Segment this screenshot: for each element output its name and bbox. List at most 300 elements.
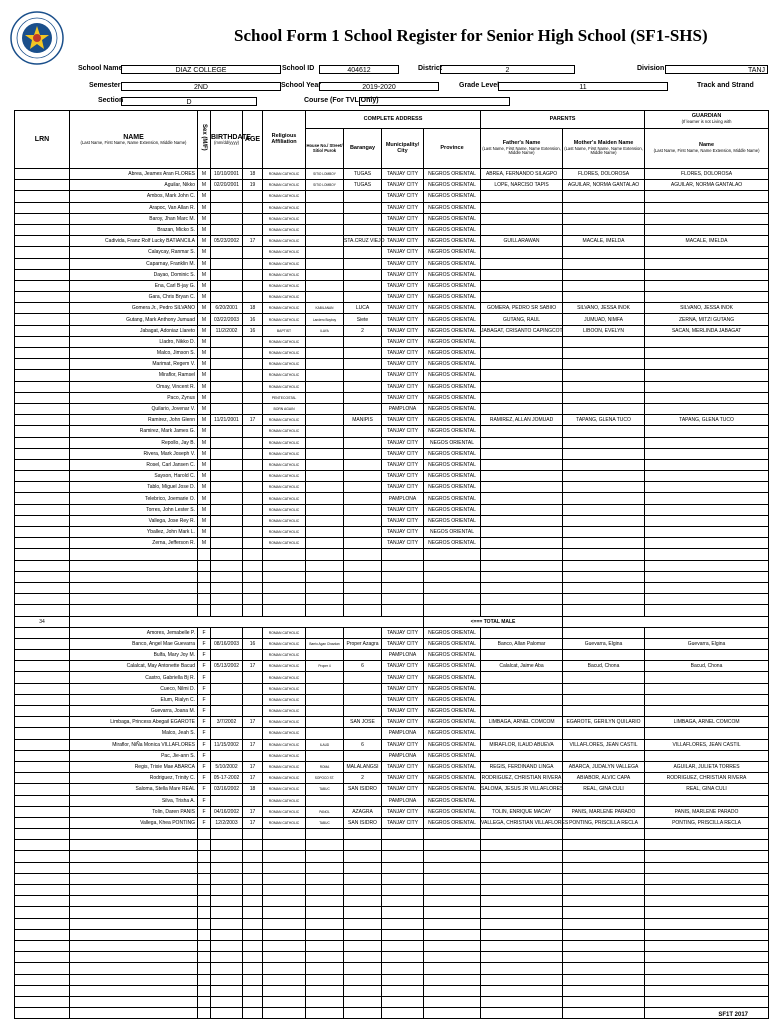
student-cell[interactable]: NEGROS ORIENTAL [424, 269, 481, 280]
student-cell[interactable] [645, 482, 769, 493]
student-cell[interactable]: NEGROS ORIENTAL [424, 493, 481, 504]
student-cell[interactable]: TANJAY CITY [382, 627, 424, 638]
blank-cell[interactable] [645, 963, 769, 974]
student-cell[interactable]: JUMUAD, NIMFA [563, 314, 645, 325]
blank-cell[interactable] [481, 963, 563, 974]
student-cell[interactable] [344, 493, 382, 504]
blank-cell[interactable] [263, 840, 306, 851]
student-cell[interactable]: AZAGRA [344, 806, 382, 817]
blank-cell[interactable] [481, 907, 563, 918]
student-cell[interactable]: PANIS, MARLENE PARADO [563, 806, 645, 817]
student-cell[interactable] [481, 348, 563, 359]
student-cell[interactable] [243, 471, 263, 482]
student-cell[interactable] [211, 706, 243, 717]
student-cell[interactable] [563, 258, 645, 269]
blank-cell[interactable] [243, 560, 263, 571]
blank-cell[interactable] [263, 974, 306, 985]
student-cell[interactable] [306, 627, 344, 638]
student-cell[interactable]: Vallega, Jose Rey R. [70, 515, 198, 526]
student-cell[interactable] [211, 292, 243, 303]
student-cell[interactable]: Ramirez, John Glenn [70, 415, 198, 426]
student-cell[interactable] [211, 448, 243, 459]
student-cell[interactable] [211, 437, 243, 448]
student-cell[interactable]: TAPANG, GLENA TUCO [563, 415, 645, 426]
student-cell[interactable]: ROMAN CATHOLIC [263, 515, 306, 526]
student-cell[interactable] [481, 426, 563, 437]
blank-cell[interactable] [344, 963, 382, 974]
student-cell[interactable]: ROMAN CATHOLIC [263, 773, 306, 784]
student-cell[interactable] [645, 403, 769, 414]
student-cell[interactable]: ROMAN CATHOLIC [263, 202, 306, 213]
blank-cell[interactable] [382, 851, 424, 862]
student-cell[interactable]: NEGROS ORIENTAL [424, 717, 481, 728]
student-cell[interactable] [15, 247, 70, 258]
student-cell[interactable] [243, 258, 263, 269]
blank-cell[interactable] [563, 851, 645, 862]
student-cell[interactable]: TANJAY CITY [382, 437, 424, 448]
student-cell[interactable] [481, 683, 563, 694]
blank-cell[interactable] [645, 829, 769, 840]
blank-cell[interactable] [15, 907, 70, 918]
blank-cell[interactable] [263, 549, 306, 560]
student-cell[interactable]: Guevarra, Joana M. [70, 706, 198, 717]
student-cell[interactable] [15, 426, 70, 437]
blank-cell[interactable] [424, 582, 481, 593]
blank-cell[interactable] [263, 918, 306, 929]
blank-cell[interactable] [344, 549, 382, 560]
student-cell[interactable] [243, 459, 263, 470]
blank-cell[interactable] [198, 907, 211, 918]
student-cell[interactable]: REAL, GINA CULI [563, 784, 645, 795]
student-cell[interactable]: TANJAY CITY [382, 348, 424, 359]
blank-cell[interactable] [306, 549, 344, 560]
student-cell[interactable] [306, 672, 344, 683]
blank-cell[interactable] [306, 907, 344, 918]
student-cell[interactable] [306, 728, 344, 739]
student-cell[interactable] [344, 202, 382, 213]
student-cell[interactable]: AGUILAR, NORMA GANTALAO [563, 180, 645, 191]
student-cell[interactable]: Omay, Vincent R. [70, 381, 198, 392]
student-cell[interactable]: 16 [243, 314, 263, 325]
student-cell[interactable]: REGIS, FERDINAND LINGA [481, 761, 563, 772]
student-cell[interactable]: Castro, Gabriella Bj R. [70, 672, 198, 683]
student-cell[interactable] [15, 359, 70, 370]
blank-cell[interactable] [344, 940, 382, 951]
student-cell[interactable]: NEGROS ORIENTAL [424, 415, 481, 426]
blank-cell[interactable] [481, 1008, 563, 1019]
blank-cell[interactable] [263, 996, 306, 1007]
student-cell[interactable]: RAMIREZ, ALLAN JOMUAD [481, 415, 563, 426]
blank-cell[interactable] [382, 840, 424, 851]
student-cell[interactable]: Rivera, Mark Joseph V. [70, 448, 198, 459]
student-cell[interactable]: TANJAY CITY [382, 359, 424, 370]
student-cell[interactable] [344, 213, 382, 224]
student-cell[interactable] [481, 191, 563, 202]
student-cell[interactable] [306, 202, 344, 213]
student-cell[interactable] [645, 728, 769, 739]
blank-cell[interactable] [563, 974, 645, 985]
student-cell[interactable]: ROMAN CATHOLIC [263, 683, 306, 694]
student-cell[interactable]: TANJAY CITY [382, 169, 424, 180]
student-cell[interactable]: F [198, 717, 211, 728]
student-cell[interactable]: LIMBAGA, ARNEL COMCOM [481, 717, 563, 728]
student-cell[interactable] [563, 381, 645, 392]
student-cell[interactable]: TANJAY CITY [382, 459, 424, 470]
student-cell[interactable] [306, 236, 344, 247]
blank-cell[interactable] [306, 605, 344, 616]
student-cell[interactable]: M [198, 482, 211, 493]
student-cell[interactable] [344, 437, 382, 448]
student-cell[interactable]: 10/10/2001 [211, 169, 243, 180]
student-cell[interactable]: M [198, 381, 211, 392]
student-cell[interactable] [306, 493, 344, 504]
student-cell[interactable]: 05/13/2002 [211, 661, 243, 672]
blank-cell[interactable] [563, 929, 645, 940]
student-cell[interactable]: FLORES, DOLOROSA [645, 169, 769, 180]
student-cell[interactable]: ROMAN CATHOLIC [263, 527, 306, 538]
student-cell[interactable]: NEGROS ORIENTAL [424, 370, 481, 381]
blank-cell[interactable] [15, 1008, 70, 1019]
student-cell[interactable]: TANJAY CITY [382, 638, 424, 649]
student-cell[interactable]: Calalcat, Jaime Aba [481, 661, 563, 672]
student-cell[interactable] [344, 672, 382, 683]
student-cell[interactable] [563, 706, 645, 717]
student-cell[interactable] [211, 795, 243, 806]
student-cell[interactable]: M [198, 348, 211, 359]
student-cell[interactable] [563, 280, 645, 291]
blank-cell[interactable] [344, 829, 382, 840]
student-cell[interactable]: TANJAY CITY [382, 381, 424, 392]
blank-cell[interactable] [306, 885, 344, 896]
student-cell[interactable]: M [198, 247, 211, 258]
student-cell[interactable]: NEGROS ORIENTAL [424, 706, 481, 717]
student-cell[interactable]: ROMAN CATHOLIC [263, 213, 306, 224]
blank-cell[interactable] [198, 873, 211, 884]
student-cell[interactable]: Bulfa, Mary Joy M. [70, 650, 198, 661]
student-cell[interactable]: NEGROS ORIENTAL [424, 303, 481, 314]
student-cell[interactable] [344, 527, 382, 538]
blank-cell[interactable] [15, 885, 70, 896]
student-cell[interactable]: F [198, 728, 211, 739]
student-cell[interactable]: 17 [243, 817, 263, 828]
student-cell[interactable] [306, 795, 344, 806]
student-cell[interactable]: TANJAY CITY [382, 426, 424, 437]
blank-cell[interactable] [243, 918, 263, 929]
student-cell[interactable]: TAPANG, GLENA TUCO [645, 415, 769, 426]
student-cell[interactable]: NEGROS ORIENTAL [424, 403, 481, 414]
blank-cell[interactable] [344, 896, 382, 907]
blank-cell[interactable] [481, 549, 563, 560]
student-cell[interactable] [15, 784, 70, 795]
blank-cell[interactable] [263, 896, 306, 907]
student-cell[interactable] [15, 627, 70, 638]
blank-cell[interactable] [15, 985, 70, 996]
student-cell[interactable] [243, 515, 263, 526]
student-cell[interactable]: NEGROS ORIENTAL [424, 213, 481, 224]
blank-cell[interactable] [243, 896, 263, 907]
blank-cell[interactable] [645, 907, 769, 918]
grade-level-field[interactable]: 11 [498, 82, 668, 91]
student-cell[interactable]: TANJAY CITY [382, 661, 424, 672]
student-cell[interactable]: ROMAN CATHOLIC [263, 426, 306, 437]
student-cell[interactable] [211, 403, 243, 414]
student-cell[interactable] [15, 325, 70, 336]
student-cell[interactable] [306, 224, 344, 235]
student-cell[interactable] [563, 683, 645, 694]
student-cell[interactable]: PAMPLONA [382, 403, 424, 414]
student-cell[interactable] [563, 426, 645, 437]
student-cell[interactable]: TANJAY CITY [382, 415, 424, 426]
student-cell[interactable]: M [198, 303, 211, 314]
student-cell[interactable]: TANJAY CITY [382, 303, 424, 314]
blank-cell[interactable] [563, 996, 645, 1007]
student-cell[interactable]: NEGROS ORIENTAL [424, 795, 481, 806]
student-cell[interactable] [344, 359, 382, 370]
blank-cell[interactable] [563, 862, 645, 873]
student-cell[interactable]: PAMPLONA [382, 750, 424, 761]
student-cell[interactable] [344, 247, 382, 258]
student-cell[interactable] [211, 527, 243, 538]
blank-cell[interactable] [211, 571, 243, 582]
blank-cell[interactable] [211, 985, 243, 996]
blank-cell[interactable] [344, 571, 382, 582]
student-cell[interactable]: NEGROS ORIENTAL [424, 325, 481, 336]
student-cell[interactable]: SAN JOSE [344, 717, 382, 728]
student-cell[interactable]: ILAUD [306, 739, 344, 750]
student-cell[interactable] [306, 650, 344, 661]
blank-cell[interactable] [263, 829, 306, 840]
student-cell[interactable] [306, 269, 344, 280]
blank-cell[interactable] [70, 862, 198, 873]
student-cell[interactable] [15, 773, 70, 784]
student-cell[interactable]: PAMPLONA [382, 795, 424, 806]
blank-cell[interactable] [243, 1008, 263, 1019]
student-cell[interactable] [344, 706, 382, 717]
student-cell[interactable] [211, 515, 243, 526]
student-cell[interactable]: Proper 4 [306, 661, 344, 672]
student-cell[interactable]: Bacud, Chona [645, 661, 769, 672]
student-cell[interactable] [481, 403, 563, 414]
student-cell[interactable] [15, 236, 70, 247]
student-cell[interactable]: ROMAN CATHOLIC [263, 292, 306, 303]
student-cell[interactable] [306, 448, 344, 459]
blank-cell[interactable] [563, 582, 645, 593]
student-cell[interactable]: NEGROS ORIENTAL [424, 381, 481, 392]
student-cell[interactable] [645, 269, 769, 280]
student-cell[interactable]: ROMAN CATHOLIC [263, 627, 306, 638]
blank-cell[interactable] [424, 918, 481, 929]
blank-cell[interactable] [563, 918, 645, 929]
student-cell[interactable] [563, 213, 645, 224]
student-cell[interactable] [15, 638, 70, 649]
student-cell[interactable]: NEGROS ORIENTAL [424, 683, 481, 694]
student-cell[interactable]: TANJAY CITY [382, 806, 424, 817]
student-cell[interactable] [645, 202, 769, 213]
blank-cell[interactable] [198, 996, 211, 1007]
blank-cell[interactable] [243, 940, 263, 951]
student-cell[interactable]: 11/21/2001 [211, 415, 243, 426]
blank-cell[interactable] [198, 896, 211, 907]
student-cell[interactable] [243, 292, 263, 303]
blank-cell[interactable] [424, 840, 481, 851]
student-cell[interactable] [243, 359, 263, 370]
blank-cell[interactable] [198, 560, 211, 571]
blank-cell[interactable] [243, 862, 263, 873]
student-cell[interactable]: 17 [243, 236, 263, 247]
student-cell[interactable] [344, 795, 382, 806]
student-cell[interactable] [563, 224, 645, 235]
student-cell[interactable]: M [198, 224, 211, 235]
student-cell[interactable]: TANJAY CITY [382, 448, 424, 459]
student-cell[interactable]: 02/20/2001 [211, 180, 243, 191]
blank-cell[interactable] [243, 929, 263, 940]
student-cell[interactable]: Tolin, Daren PANIS [70, 806, 198, 817]
student-cell[interactable] [211, 482, 243, 493]
student-cell[interactable]: NEGROS ORIENTAL [424, 638, 481, 649]
student-cell[interactable] [15, 459, 70, 470]
student-cell[interactable]: MIRAFLOR, ILAUD ABUEVA [481, 739, 563, 750]
blank-cell[interactable] [15, 862, 70, 873]
student-cell[interactable]: TANJAY CITY [382, 258, 424, 269]
school-name-field[interactable]: DIAZ COLLEGE [121, 65, 281, 74]
blank-cell[interactable] [211, 885, 243, 896]
blank-cell[interactable] [306, 862, 344, 873]
blank-cell[interactable] [344, 582, 382, 593]
student-cell[interactable] [15, 750, 70, 761]
blank-cell[interactable] [243, 963, 263, 974]
student-cell[interactable] [306, 683, 344, 694]
student-cell[interactable]: Elum, Rialyn C. [70, 694, 198, 705]
blank-cell[interactable] [306, 940, 344, 951]
student-cell[interactable] [481, 247, 563, 258]
blank-cell[interactable] [645, 594, 769, 605]
student-cell[interactable] [563, 359, 645, 370]
student-cell[interactable] [243, 504, 263, 515]
student-cell[interactable] [563, 493, 645, 504]
blank-cell[interactable] [198, 1008, 211, 1019]
student-cell[interactable]: Jabagat, Adoniaz Llareto [70, 325, 198, 336]
student-cell[interactable] [344, 459, 382, 470]
student-cell[interactable] [563, 504, 645, 515]
student-cell[interactable] [15, 392, 70, 403]
blank-cell[interactable] [382, 985, 424, 996]
student-cell[interactable]: 04/16/2002 [211, 806, 243, 817]
student-cell[interactable] [344, 292, 382, 303]
blank-cell[interactable] [344, 594, 382, 605]
student-cell[interactable]: TANJAY CITY [382, 482, 424, 493]
student-cell[interactable]: F [198, 773, 211, 784]
student-cell[interactable] [211, 426, 243, 437]
student-cell[interactable]: TANJAY CITY [382, 694, 424, 705]
student-cell[interactable]: ROMAN CATHOLIC [263, 638, 306, 649]
student-cell[interactable] [344, 750, 382, 761]
student-cell[interactable]: ROMAN CATHOLIC [263, 381, 306, 392]
student-cell[interactable] [15, 191, 70, 202]
student-cell[interactable] [243, 527, 263, 538]
student-cell[interactable] [15, 504, 70, 515]
student-cell[interactable] [645, 471, 769, 482]
blank-cell[interactable] [424, 885, 481, 896]
student-cell[interactable] [563, 538, 645, 549]
blank-cell[interactable] [481, 952, 563, 963]
student-cell[interactable]: AGUILAR, NORMA GANTALAO [645, 180, 769, 191]
blank-cell[interactable] [211, 918, 243, 929]
blank-cell[interactable] [382, 940, 424, 951]
student-cell[interactable]: 03/22/2003 [211, 314, 243, 325]
student-cell[interactable] [211, 493, 243, 504]
blank-cell[interactable] [344, 952, 382, 963]
student-cell[interactable]: TANJAY CITY [382, 773, 424, 784]
student-cell[interactable]: Marimat, Regem V. [70, 359, 198, 370]
student-cell[interactable] [481, 482, 563, 493]
blank-cell[interactable] [382, 605, 424, 616]
student-cell[interactable] [243, 247, 263, 258]
student-cell[interactable] [211, 627, 243, 638]
blank-cell[interactable] [563, 840, 645, 851]
student-cell[interactable] [211, 694, 243, 705]
student-cell[interactable] [645, 627, 769, 638]
student-cell[interactable] [344, 448, 382, 459]
blank-cell[interactable] [263, 571, 306, 582]
blank-cell[interactable] [563, 560, 645, 571]
blank-cell[interactable] [263, 907, 306, 918]
blank-cell[interactable] [563, 907, 645, 918]
student-cell[interactable]: 17 [243, 739, 263, 750]
student-cell[interactable]: F [198, 817, 211, 828]
student-cell[interactable] [15, 202, 70, 213]
student-cell[interactable]: NEGROS ORIENTAL [424, 292, 481, 303]
blank-cell[interactable] [306, 918, 344, 929]
blank-cell[interactable] [481, 918, 563, 929]
student-cell[interactable] [211, 202, 243, 213]
student-cell[interactable]: NEGROS ORIENTAL [424, 627, 481, 638]
blank-cell[interactable] [70, 974, 198, 985]
blank-cell[interactable] [198, 862, 211, 873]
student-cell[interactable]: PONTING, PRISCILLA RECLA [645, 817, 769, 828]
blank-cell[interactable] [382, 873, 424, 884]
blank-cell[interactable] [70, 829, 198, 840]
student-cell[interactable] [645, 527, 769, 538]
blank-cell[interactable] [382, 974, 424, 985]
student-cell[interactable] [563, 448, 645, 459]
blank-cell[interactable] [263, 1008, 306, 1019]
blank-cell[interactable] [198, 974, 211, 985]
student-cell[interactable] [15, 538, 70, 549]
student-cell[interactable] [344, 269, 382, 280]
student-cell[interactable] [306, 348, 344, 359]
student-cell[interactable]: Limbaga, Princess Abegail EGAROTE [70, 717, 198, 728]
student-cell[interactable] [243, 224, 263, 235]
student-cell[interactable]: VILLAFLORES, JEAN CASTIL [645, 739, 769, 750]
student-cell[interactable] [645, 292, 769, 303]
student-cell[interactable] [243, 493, 263, 504]
student-cell[interactable]: Miraflor, Ramsel [70, 370, 198, 381]
blank-cell[interactable] [306, 873, 344, 884]
student-cell[interactable]: ROMAN CATHOLIC [263, 471, 306, 482]
student-cell[interactable] [481, 448, 563, 459]
student-cell[interactable]: M [198, 515, 211, 526]
blank-cell[interactable] [70, 560, 198, 571]
student-cell[interactable]: 18 [243, 169, 263, 180]
blank-cell[interactable] [70, 963, 198, 974]
student-cell[interactable]: TANJAY CITY [382, 817, 424, 828]
student-cell[interactable] [481, 370, 563, 381]
student-cell[interactable] [645, 426, 769, 437]
blank-cell[interactable] [481, 996, 563, 1007]
student-cell[interactable] [306, 538, 344, 549]
student-cell[interactable]: NEGROS ORIENTAL [424, 661, 481, 672]
student-cell[interactable] [243, 482, 263, 493]
